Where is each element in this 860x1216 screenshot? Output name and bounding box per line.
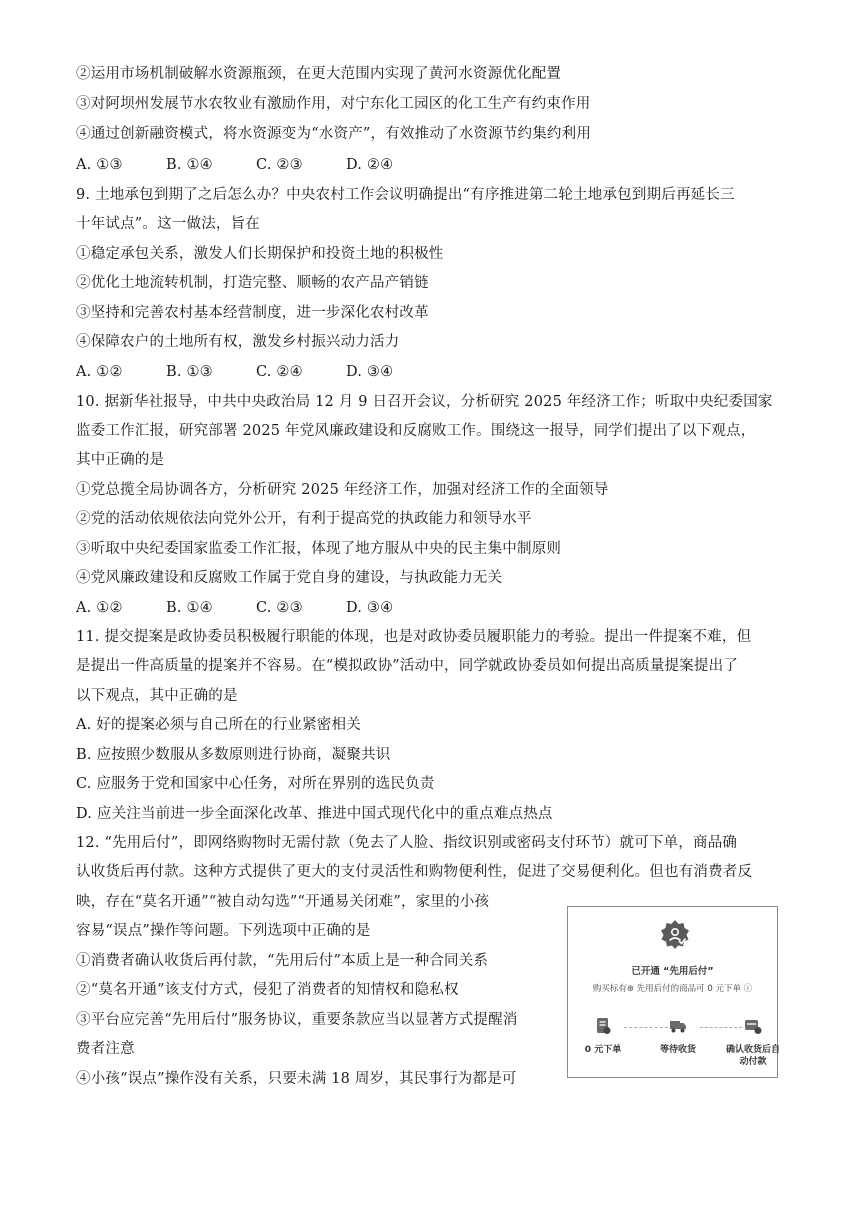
q8-item-3: ③对阿坝州发展节水农牧业有激励作用，对宁东化工园区的化工生产有约束作用: [76, 96, 591, 112]
q12-item-3: ③平台应完善“先用后付”服务协议，重要条款应当以显著方式提醒消: [76, 1012, 518, 1028]
step-connector-1: [624, 1027, 668, 1028]
q9-option-d: D. ③④: [346, 364, 394, 380]
figure-subtitle: 购买标有⊛ 先用后付的商品可 0 元下单 ⓘ: [592, 984, 753, 994]
pay-later-figure: [567, 906, 778, 1078]
q10-item-1: ①党总揽全局协调各方，分析研究 2025 年经济工作，加强对经济工作的全面领导: [76, 482, 609, 498]
q8-option-c: C. ②③: [256, 157, 303, 173]
q9-item-1: ①稳定承包关系，激发人们长期保护和投资土地的积极性: [76, 246, 444, 262]
q9-stem-1: 9. 土地承包到期了之后怎么办？中央农村工作会议明确提出“有序推进第二轮土地承包到期后再延长三: [76, 187, 735, 203]
step-label-autopay: 确认收货后自动付款: [725, 1045, 780, 1067]
q10-stem-2: 监委工作汇报，研究部署 2025 年党风廉政建设和反腐败工作。围绕这一报导，同学们提出了以下观点，: [76, 423, 756, 439]
q8-option-d: D. ②④: [346, 157, 394, 173]
step-label-order: 0 元下单: [584, 1045, 622, 1055]
q12-item-3-cont: 费者注意: [76, 1041, 135, 1057]
q10-option-d: D. ③④: [346, 600, 394, 616]
q12-stem-1: 12. “先用后付”，即网络购物时无需付款（免去了人脸、指纹识别或密码支付环节）就可下单，商品确: [76, 835, 738, 851]
q10-option-b: B. ①④: [166, 600, 213, 616]
q12-item-1: ①消费者确认收货后再付款，“先用后付”本质上是一种合同关系: [76, 953, 489, 969]
q9-item-3: ③坚持和完善农村基本经营制度，进一步深化农村改革: [76, 305, 429, 321]
q8-options: [76, 155, 436, 175]
q10-stem-1: 10. 据新华社报导，中共中央政治局 12 月 9 日召开会议，分析研究 2025 年经济工作；听取中央纪委国家: [76, 394, 773, 410]
q9-options: [76, 362, 436, 382]
q12-stem-4: 容易“误点”操作等问题。下列选项中正确的是: [76, 923, 371, 939]
q11-stem-1: 11. 提交提案是政协委员积极履行职能的体现，也是对政协委员履职能力的考验。提出一件提案不难，但: [76, 629, 752, 645]
q9-item-2: ②优化土地流转机制，打造完整、顺畅的农产品产销链: [76, 275, 429, 291]
q12-stem-2: 认收货后再付款。这种方式提供了更大的支付灵活性和购物便利性，促进了交易便利化。但也有消费者反: [76, 864, 753, 880]
figure-title: 已开通 “先用后付”: [631, 966, 714, 977]
q11-choice-b: B. 应按照少数服从多数原则进行协商，凝聚共识: [76, 747, 391, 763]
truck-icon: [669, 1017, 687, 1035]
payment-icon: [744, 1017, 762, 1035]
q10-item-3: ③听取中央纪委国家监委工作汇报，体现了地方服从中央的民主集中制原则: [76, 541, 562, 557]
q8-option-b: B. ①④: [166, 157, 213, 173]
q12-item-2: ②“莫名开通”该支付方式，侵犯了消费者的知情权和隐私权: [76, 982, 459, 998]
q9-option-c: C. ②④: [256, 364, 303, 380]
q10-option-c: C. ②③: [256, 600, 303, 616]
q9-option-b: B. ①③: [166, 364, 213, 380]
order-icon: [594, 1017, 612, 1035]
q9-item-4: ④保障农户的土地所有权，激发乡村振兴动力活力: [76, 334, 400, 350]
q11-stem-3: 以下观点，其中正确的是: [76, 688, 238, 704]
q11-choice-c: C. 应服务于党和国家中心任务，对所在界别的选民负责: [76, 776, 435, 792]
step-label-wait: 等待收货: [659, 1045, 696, 1055]
q10-item-4: ④党风廉政建设和反腐败工作属于党自身的建设，与执政能力无关: [76, 570, 503, 586]
badge-icon: [660, 919, 690, 949]
q8-item-2: ②运用市场机制破解水资源瓶颈，在更大范围内实现了黄河水资源优化配置: [76, 66, 562, 82]
q9-option-a: A. ①②: [76, 364, 123, 380]
q10-stem-3: 其中正确的是: [76, 452, 165, 468]
q10-option-a: A. ①②: [76, 600, 123, 616]
q9-stem-2: 十年试点”。这一做法，旨在: [76, 216, 261, 232]
step-connector-2: [700, 1027, 742, 1028]
q12-item-4: ④小孩“误点”操作没有关系，只要未满 18 周岁，其民事行为都是可: [76, 1071, 517, 1087]
q10-options: [76, 598, 436, 618]
q10-item-2: ②党的活动依规依法向党外公开，有利于提高党的执政能力和领导水平: [76, 511, 532, 527]
q11-choice-d: D. 应关注当前进一步全面深化改革、推进中国式现代化中的重点难点热点: [76, 806, 553, 822]
q11-choice-a: A. 好的提案必须与自己所在的行业紧密相关: [76, 717, 361, 733]
q8-option-a: A. ①③: [76, 157, 123, 173]
q11-stem-2: 是提出一件高质量的提案并不容易。在“模拟政协”活动中，同学就政协委员如何提出高质量提案提出了: [76, 658, 739, 674]
q12-stem-3: 映，存在“莫名开通”“被自动勾选”“开通易关闭难”，家里的小孩: [76, 894, 490, 910]
q8-item-4: ④通过创新融资模式，将水资源变为“水资产”，有效推动了水资源节约集约利用: [76, 126, 592, 142]
